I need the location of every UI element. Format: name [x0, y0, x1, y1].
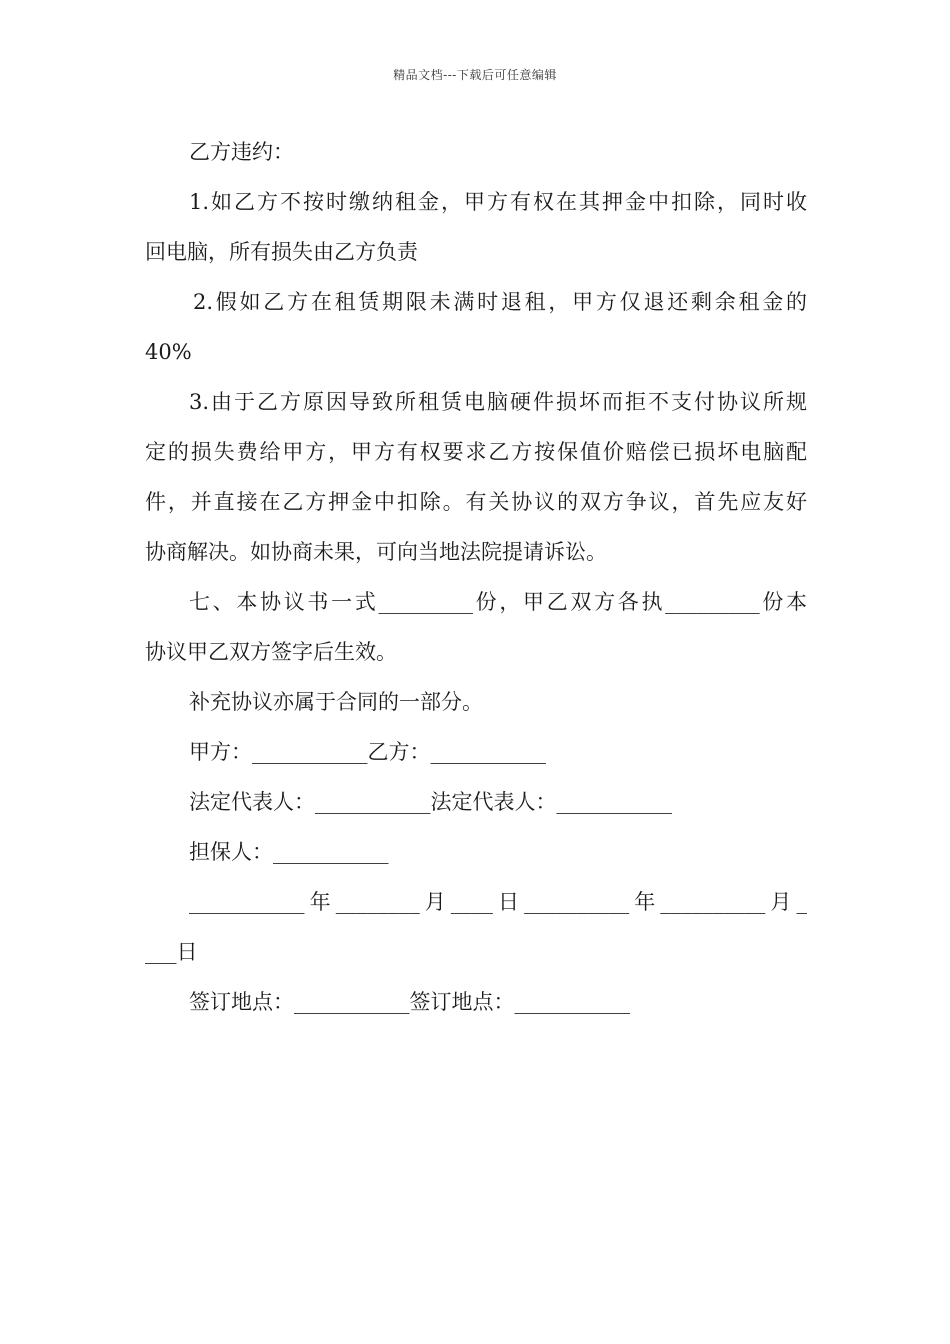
clause-3-line-1: 3.由于乙方原因导致所租赁电脑硬件损坏而拒不支付协议所规 — [189, 390, 807, 414]
signature-parties: 甲方：___________乙方：___________ — [189, 740, 546, 764]
signature-legal-representatives: 法定代表人：___________法定代表人：___________ — [189, 790, 672, 814]
clause-3-line-4: 协商解决。如协商未果，可向当地法院提请诉讼。 — [145, 540, 607, 564]
document-body — [145, 138, 807, 1038]
clause-7-line-2: 协议甲乙双方签字后生效。 — [145, 640, 397, 664]
clause-3-line-2: 定的损失费给甲方，甲方有权要求乙方按保值价赔偿已损坏电脑配 — [145, 440, 807, 464]
signature-guarantor: 担保人：___________ — [189, 840, 389, 864]
signature-date-line-2: ___日 — [145, 940, 198, 964]
page-header: 精品文档---下载后可任意编辑 — [393, 68, 557, 82]
signing-location: 签订地点：___________签订地点：___________ — [189, 990, 630, 1014]
clause-1-line-1: 1.如乙方不按时缴纳租金，甲方有权在其押金中扣除，同时收 — [189, 190, 807, 214]
supplement-note: 补充协议亦属于合同的一部分。 — [189, 690, 483, 714]
clause-2-line-1: 2.假如乙方在租赁期限未满时退租，甲方仅退还剩余租金的 — [193, 290, 807, 314]
clause-1-line-2: 回电脑，所有损失由乙方负责 — [145, 240, 418, 264]
clause-7-line-1: 七、本协议书一式_________份，甲乙双方各执_________份本 — [189, 590, 807, 614]
signature-date-line-1: ___________年________月____日__________年__________月_ — [189, 890, 807, 914]
section-title-party-b-breach: 乙方违约： — [189, 140, 294, 164]
clause-2-line-2: 40% — [145, 340, 192, 364]
clause-3-line-3: 件，并直接在乙方押金中扣除。有关协议的双方争议，首先应友好 — [145, 490, 807, 514]
